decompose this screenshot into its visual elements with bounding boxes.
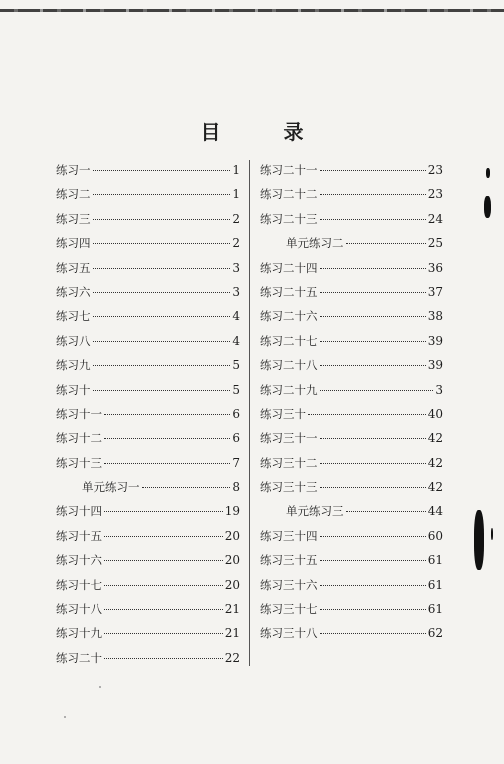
toc-entry-label: 练习十五 bbox=[56, 528, 102, 543]
toc-entry-page: 20 bbox=[224, 528, 240, 543]
toc-dot-leader bbox=[104, 413, 230, 415]
toc-entry bbox=[56, 503, 240, 527]
toc-dot-leader bbox=[93, 364, 231, 366]
toc-dot-leader bbox=[104, 559, 223, 561]
toc-entry-page: 42 bbox=[427, 480, 443, 495]
toc-entry bbox=[56, 552, 240, 576]
toc-dot-leader bbox=[320, 437, 426, 439]
toc-entry bbox=[260, 528, 443, 552]
toc-entry-page: 5 bbox=[232, 382, 240, 397]
toc-dot-leader bbox=[104, 462, 230, 464]
toc-entry-label: 单元练习三 bbox=[286, 504, 344, 519]
toc-entry bbox=[260, 601, 443, 625]
toc-entry-page: 62 bbox=[427, 626, 443, 641]
scan-blot-mark bbox=[486, 168, 490, 178]
scan-speck bbox=[64, 716, 66, 718]
toc-entry-label: 练习十 bbox=[56, 382, 91, 397]
toc-entry bbox=[56, 308, 240, 332]
toc-left-column bbox=[56, 162, 240, 674]
toc-entry-label: 练习二十九 bbox=[260, 382, 318, 397]
toc-entry bbox=[260, 162, 443, 186]
toc-entry-page: 3 bbox=[435, 382, 443, 397]
toc-entry bbox=[260, 308, 443, 332]
toc-unit-entry bbox=[260, 503, 443, 527]
column-divider bbox=[249, 160, 250, 666]
toc-dot-leader bbox=[104, 632, 223, 634]
toc-entry-label: 练习三十 bbox=[260, 406, 306, 421]
toc-dot-leader bbox=[93, 193, 231, 195]
toc-entry-page: 20 bbox=[224, 553, 240, 568]
toc-entry-page: 2 bbox=[232, 211, 240, 226]
toc-entry-label: 练习二十六 bbox=[260, 309, 318, 324]
toc-entry bbox=[260, 211, 443, 235]
toc-entry-label: 练习一 bbox=[56, 163, 91, 177]
toc-entry-page: 5 bbox=[232, 358, 240, 373]
toc-entry-label: 练习三十五 bbox=[260, 553, 318, 568]
toc-entry-page: 7 bbox=[232, 455, 240, 470]
toc-entry bbox=[56, 382, 240, 406]
toc-entry bbox=[260, 430, 443, 454]
toc-unit-entry bbox=[260, 235, 443, 259]
toc-entry-page: 6 bbox=[232, 406, 240, 421]
toc-entry-label: 练习二十一 bbox=[260, 163, 318, 177]
toc-dot-leader bbox=[104, 584, 223, 586]
toc-dot-leader bbox=[320, 608, 426, 610]
toc-entry-page: 1 bbox=[232, 187, 240, 202]
toc-entry-label: 练习十七 bbox=[56, 577, 102, 592]
toc-entry-page: 3 bbox=[232, 284, 240, 299]
scan-blot-lower bbox=[474, 510, 484, 570]
toc-entry-label: 练习三十一 bbox=[260, 431, 318, 446]
toc-dot-leader bbox=[320, 584, 426, 586]
toc-entry-page: 19 bbox=[224, 504, 240, 519]
toc-dot-leader bbox=[320, 486, 426, 488]
toc-entry bbox=[56, 284, 240, 308]
toc-unit-entry bbox=[56, 479, 240, 503]
toc-dot-leader bbox=[320, 291, 426, 293]
toc-right-column bbox=[260, 162, 443, 650]
toc-dot-leader bbox=[346, 242, 426, 244]
toc-dot-leader bbox=[104, 510, 223, 512]
toc-entry-page: 37 bbox=[427, 284, 443, 299]
toc-entry bbox=[56, 211, 240, 235]
toc-dot-leader bbox=[93, 389, 231, 391]
toc-entry-page: 3 bbox=[232, 260, 240, 275]
toc-entry bbox=[260, 625, 443, 649]
toc-entry bbox=[56, 235, 240, 259]
toc-entry bbox=[56, 625, 240, 649]
toc-entry bbox=[56, 406, 240, 430]
toc-entry-page: 42 bbox=[427, 455, 443, 470]
toc-entry-label: 练习三十二 bbox=[260, 455, 318, 470]
toc-entry bbox=[56, 455, 240, 479]
toc-entry-label: 练习二十五 bbox=[260, 284, 318, 299]
toc-entry-label: 练习二十八 bbox=[260, 358, 318, 373]
toc-entry bbox=[56, 650, 240, 674]
toc-dot-leader bbox=[104, 657, 223, 659]
toc-dot-leader bbox=[320, 462, 426, 464]
toc-dot-leader bbox=[308, 413, 426, 415]
top-border-rule bbox=[0, 9, 504, 12]
toc-entry-label: 练习十八 bbox=[56, 602, 102, 617]
scan-blot-tick bbox=[491, 528, 493, 540]
toc-entry-page: 39 bbox=[427, 358, 443, 373]
toc-dot-leader bbox=[104, 608, 223, 610]
toc-dot-leader bbox=[104, 535, 223, 537]
toc-dot-leader bbox=[320, 193, 426, 195]
toc-dot-leader bbox=[320, 169, 426, 171]
toc-entry-label: 单元练习二 bbox=[286, 236, 344, 251]
toc-dot-leader bbox=[93, 340, 231, 342]
toc-entry-page: 25 bbox=[427, 236, 443, 251]
toc-entry-label: 练习十一 bbox=[56, 406, 102, 421]
toc-entry bbox=[56, 528, 240, 552]
toc-entry-label: 练习三十四 bbox=[260, 528, 318, 543]
toc-entry bbox=[56, 577, 240, 601]
toc-dot-leader bbox=[320, 218, 426, 220]
toc-entry bbox=[260, 552, 443, 576]
toc-entry bbox=[260, 382, 443, 406]
toc-entry-page: 8 bbox=[232, 480, 240, 495]
toc-dot-leader bbox=[320, 267, 426, 269]
toc-entry-page: 6 bbox=[232, 431, 240, 446]
toc-entry-label: 练习十二 bbox=[56, 431, 102, 446]
toc-entry-label: 练习二 bbox=[56, 187, 91, 202]
toc-entry-page: 4 bbox=[232, 309, 240, 324]
toc-entry-label: 练习十九 bbox=[56, 626, 102, 641]
toc-entry-label: 练习四 bbox=[56, 236, 91, 251]
toc-entry bbox=[56, 357, 240, 381]
toc-entry-label: 练习三 bbox=[56, 211, 91, 226]
toc-entry bbox=[260, 260, 443, 284]
toc-entry-label: 练习十六 bbox=[56, 553, 102, 568]
toc-entry bbox=[260, 455, 443, 479]
toc-entry-label: 练习二十 bbox=[56, 650, 102, 665]
toc-entry-page: 61 bbox=[427, 553, 443, 568]
toc-entry bbox=[56, 333, 240, 357]
toc-entry-page: 24 bbox=[427, 211, 443, 226]
toc-entry-page: 36 bbox=[427, 260, 443, 275]
toc-dot-leader bbox=[320, 559, 426, 561]
toc-entry-page: 4 bbox=[232, 333, 240, 348]
toc-entry bbox=[56, 186, 240, 210]
toc-entry-label: 练习三十三 bbox=[260, 480, 318, 495]
toc-entry-label: 练习十三 bbox=[56, 455, 102, 470]
toc-entry-label: 练习二十二 bbox=[260, 187, 318, 202]
toc-entry-page: 44 bbox=[427, 504, 443, 519]
page-title: 目 录 bbox=[200, 120, 332, 144]
toc-dot-leader bbox=[93, 218, 231, 220]
toc-entry bbox=[260, 577, 443, 601]
toc-dot-leader bbox=[93, 315, 231, 317]
toc-entry-page: 22 bbox=[224, 650, 240, 665]
toc-entry-page: 21 bbox=[224, 602, 240, 617]
toc-entry-page: 1 bbox=[232, 163, 240, 177]
toc-entry bbox=[260, 186, 443, 210]
toc-entry-page: 38 bbox=[427, 309, 443, 324]
toc-entry bbox=[56, 162, 240, 186]
toc-dot-leader bbox=[104, 437, 230, 439]
toc-entry-page: 42 bbox=[427, 431, 443, 446]
toc-entry-label: 练习六 bbox=[56, 284, 91, 299]
toc-entry-label: 练习二十三 bbox=[260, 211, 318, 226]
toc-entry bbox=[260, 406, 443, 430]
toc-entry-page: 61 bbox=[427, 577, 443, 592]
toc-entry-page: 20 bbox=[224, 577, 240, 592]
toc-dot-leader bbox=[93, 291, 231, 293]
toc-entry-page: 39 bbox=[427, 333, 443, 348]
toc-entry-label: 练习三十八 bbox=[260, 626, 318, 641]
toc-entry-page: 23 bbox=[427, 163, 443, 177]
toc-entry-label: 练习五 bbox=[56, 260, 91, 275]
toc-entry bbox=[260, 284, 443, 308]
toc-entry bbox=[260, 333, 443, 357]
scan-speck bbox=[99, 686, 101, 688]
toc-dot-leader bbox=[142, 486, 231, 488]
toc-dot-leader bbox=[320, 340, 426, 342]
scan-blot-upper bbox=[484, 196, 491, 218]
toc-entry-label: 练习三十六 bbox=[260, 577, 318, 592]
toc-dot-leader bbox=[320, 315, 426, 317]
toc-entry bbox=[56, 260, 240, 284]
toc-entry-label: 练习八 bbox=[56, 333, 91, 348]
toc-dot-leader bbox=[320, 364, 426, 366]
toc-entry bbox=[56, 601, 240, 625]
toc-dot-leader bbox=[93, 169, 231, 171]
toc-entry-page: 21 bbox=[224, 626, 240, 641]
toc-entry-label: 练习十四 bbox=[56, 504, 102, 519]
toc-entry-label: 练习二十四 bbox=[260, 260, 318, 275]
toc-entry-page: 2 bbox=[232, 236, 240, 251]
toc-dot-leader bbox=[320, 389, 434, 391]
toc-dot-leader bbox=[346, 510, 426, 512]
toc-dot-leader bbox=[93, 267, 231, 269]
toc-entry-page: 60 bbox=[427, 528, 443, 543]
toc-entry bbox=[260, 357, 443, 381]
toc-entry-page: 23 bbox=[427, 187, 443, 202]
toc-entry bbox=[56, 430, 240, 454]
toc-entry-page: 40 bbox=[427, 406, 443, 421]
toc-entry bbox=[260, 479, 443, 503]
toc-entry-page: 61 bbox=[427, 602, 443, 617]
toc-entry-label: 练习九 bbox=[56, 358, 91, 373]
toc-dot-leader bbox=[320, 632, 426, 634]
toc-entry-label: 单元练习一 bbox=[82, 480, 140, 495]
toc-entry-label: 练习七 bbox=[56, 309, 91, 324]
toc-entry-label: 练习二十七 bbox=[260, 333, 318, 348]
toc-dot-leader bbox=[93, 242, 231, 244]
toc-entry-label: 练习三十七 bbox=[260, 602, 318, 617]
toc-dot-leader bbox=[320, 535, 426, 537]
